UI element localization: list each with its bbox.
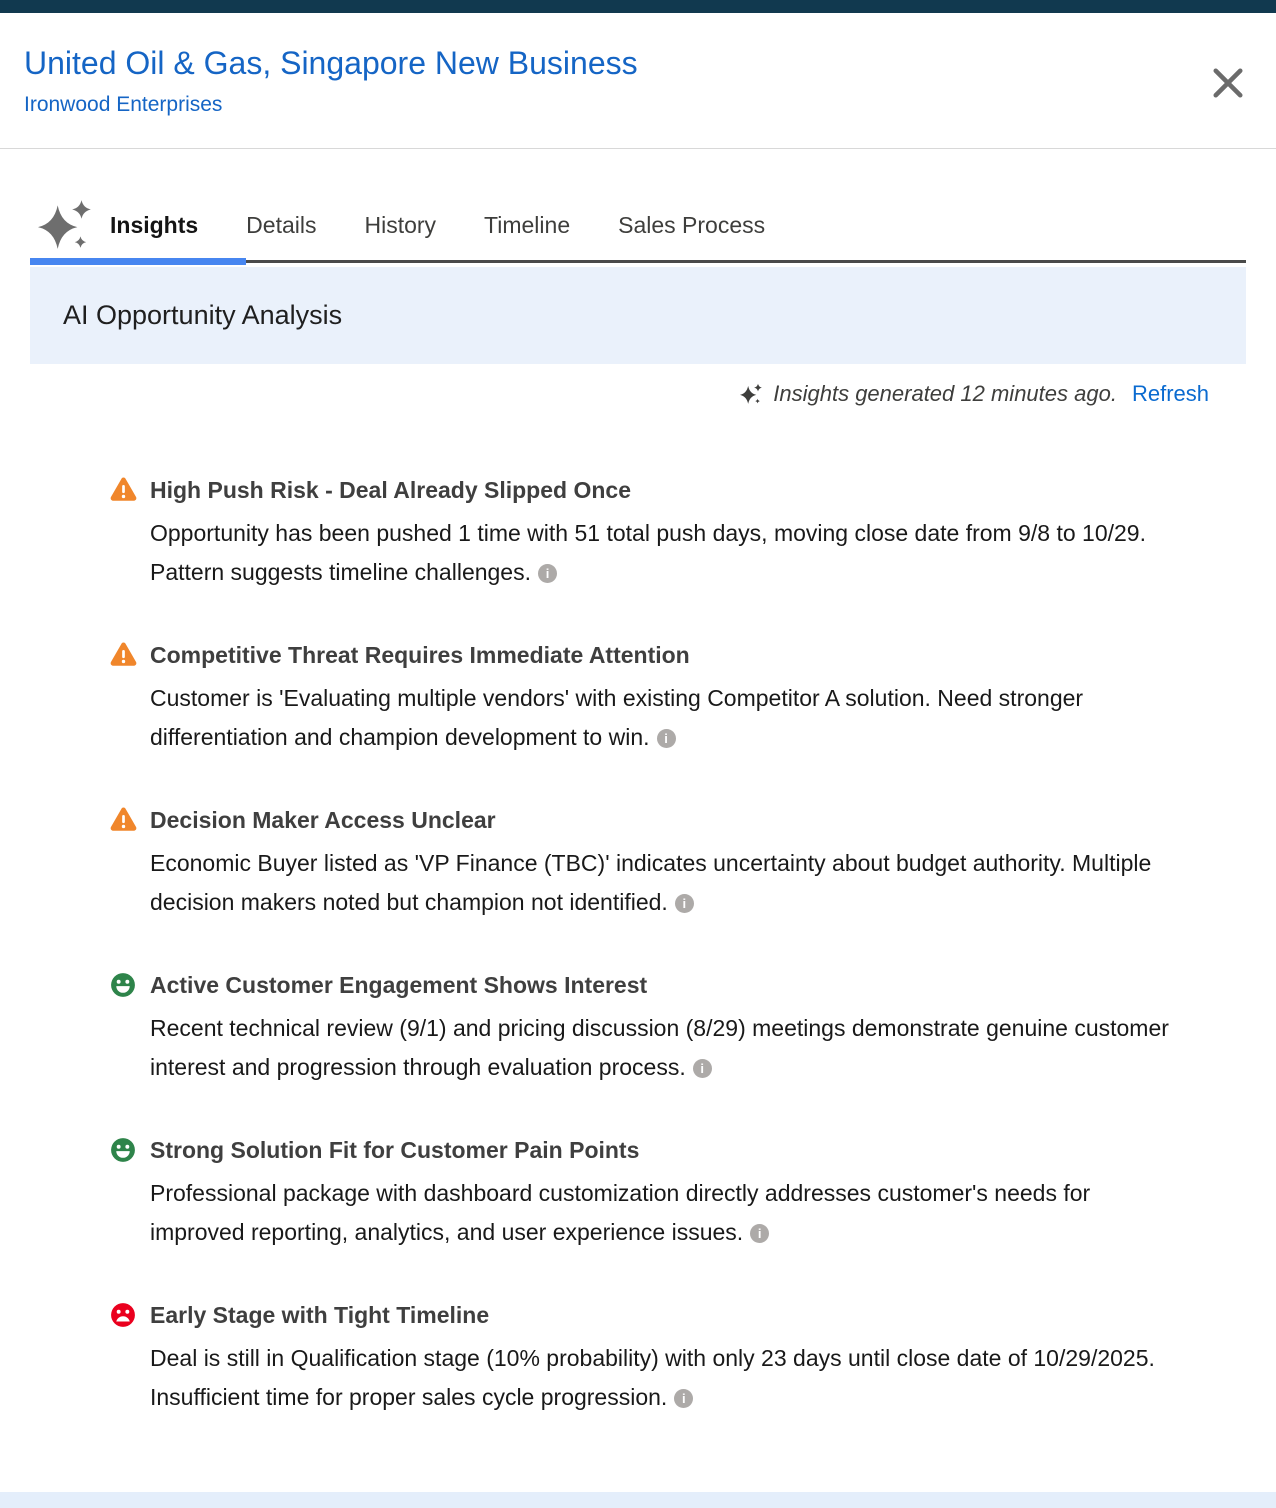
tab-timeline-label: Timeline <box>484 211 571 238</box>
info-icon[interactable]: i <box>750 1224 769 1243</box>
insight-item <box>110 640 1206 757</box>
smile-face-icon <box>110 972 137 1087</box>
info-icon[interactable]: i <box>675 894 694 913</box>
insights-status-row <box>0 381 1209 407</box>
insight-body-text: Professional package with dashboard customization directly addresses customer's needs for improved reporting, analytics, and user experience issues. <box>150 1180 1091 1245</box>
insight-item <box>110 970 1206 1087</box>
warning-triangle-icon <box>110 807 137 922</box>
tab-history[interactable] <box>364 212 436 239</box>
top-window-bar <box>0 0 1276 13</box>
tab-sales-process[interactable] <box>618 212 765 239</box>
insight-item <box>110 805 1206 922</box>
tab-insights-label: Insights <box>110 211 199 238</box>
tab-bar <box>30 189 1246 261</box>
ai-sparkle-icon <box>38 196 96 254</box>
active-tab-underline <box>30 258 246 265</box>
tab-details[interactable] <box>246 212 316 239</box>
modal-header <box>0 13 1276 149</box>
generated-status-text: Insights generated 12 minutes ago. <box>773 381 1117 406</box>
panel-title: AI Opportunity Analysis <box>63 300 343 330</box>
tab-details-label: Details <box>246 211 317 238</box>
info-icon[interactable]: i <box>657 729 676 748</box>
insight-body <box>150 1174 1175 1252</box>
insight-body-text: Recent technical review (9/1) and pricing discussion (8/29) meetings demonstrate genuine customer interest and progression through evaluation process. <box>150 1015 1169 1080</box>
insight-body <box>150 679 1175 757</box>
insight-title: High Push Risk - Deal Already Slipped Once <box>150 477 631 503</box>
account-link[interactable]: Ironwood Enterprises <box>24 93 223 116</box>
insight-item <box>110 1300 1206 1417</box>
insight-body <box>150 1009 1175 1087</box>
warning-triangle-icon <box>110 642 137 757</box>
close-button[interactable] <box>1204 59 1252 107</box>
tab-timeline[interactable] <box>484 212 570 239</box>
insight-title: Decision Maker Access Unclear <box>150 807 496 833</box>
insight-title: Early Stage with Tight Timeline <box>150 1302 490 1328</box>
insight-content <box>150 805 1175 922</box>
info-icon[interactable]: i <box>693 1059 712 1078</box>
tab-sales-process-label: Sales Process <box>618 211 766 238</box>
insight-body-text: Deal is still in Qualification stage (10% probability) with only 23 days until close date of 10/29/2025. Insufficient time for proper sales cycle progression. <box>150 1345 1155 1410</box>
insight-content <box>150 1135 1175 1252</box>
insight-content <box>150 475 1175 592</box>
insight-content <box>150 640 1175 757</box>
insight-title: Active Customer Engagement Shows Interest <box>150 972 648 998</box>
frown-face-icon <box>110 1302 137 1417</box>
insight-body-text: Opportunity has been pushed 1 time with 51 total push days, moving close date from 9/8 to 10/29. Pattern suggests timeline challenges. <box>150 520 1146 585</box>
info-icon[interactable]: i <box>674 1389 693 1408</box>
insight-item <box>110 1135 1206 1252</box>
info-icon[interactable]: i <box>538 564 557 583</box>
insight-body <box>150 514 1175 592</box>
sparkle-icon <box>740 382 764 406</box>
opportunity-title: United Oil & Gas, Singapore New Business <box>24 45 638 81</box>
refresh-link[interactable]: Refresh <box>1131 381 1209 406</box>
insight-title: Strong Solution Fit for Customer Pain Points <box>150 1137 640 1163</box>
insight-body-text: Customer is 'Evaluating multiple vendors' with existing Competitor A solution. Need stronger differentiation and champion development to win. <box>150 685 1084 750</box>
insight-body <box>150 844 1175 922</box>
smile-face-icon <box>110 1137 137 1252</box>
insights-list <box>110 475 1206 1417</box>
insight-content <box>150 1300 1175 1417</box>
insight-title: Competitive Threat Requires Immediate Attention <box>150 642 690 668</box>
insight-item <box>110 475 1206 592</box>
warning-triangle-icon <box>110 477 137 592</box>
insight-content <box>150 970 1175 1087</box>
insight-body <box>150 1339 1175 1417</box>
ai-analysis-banner <box>30 267 1246 364</box>
bottom-strip <box>0 1492 1276 1508</box>
tab-insights[interactable] <box>110 212 198 239</box>
insight-body-text: Economic Buyer listed as 'VP Finance (TBC)' indicates uncertainty about budget authority. Multiple decision makers noted but champion not identified. <box>150 850 1152 915</box>
tab-history-label: History <box>364 211 437 238</box>
close-icon <box>1204 62 1252 104</box>
